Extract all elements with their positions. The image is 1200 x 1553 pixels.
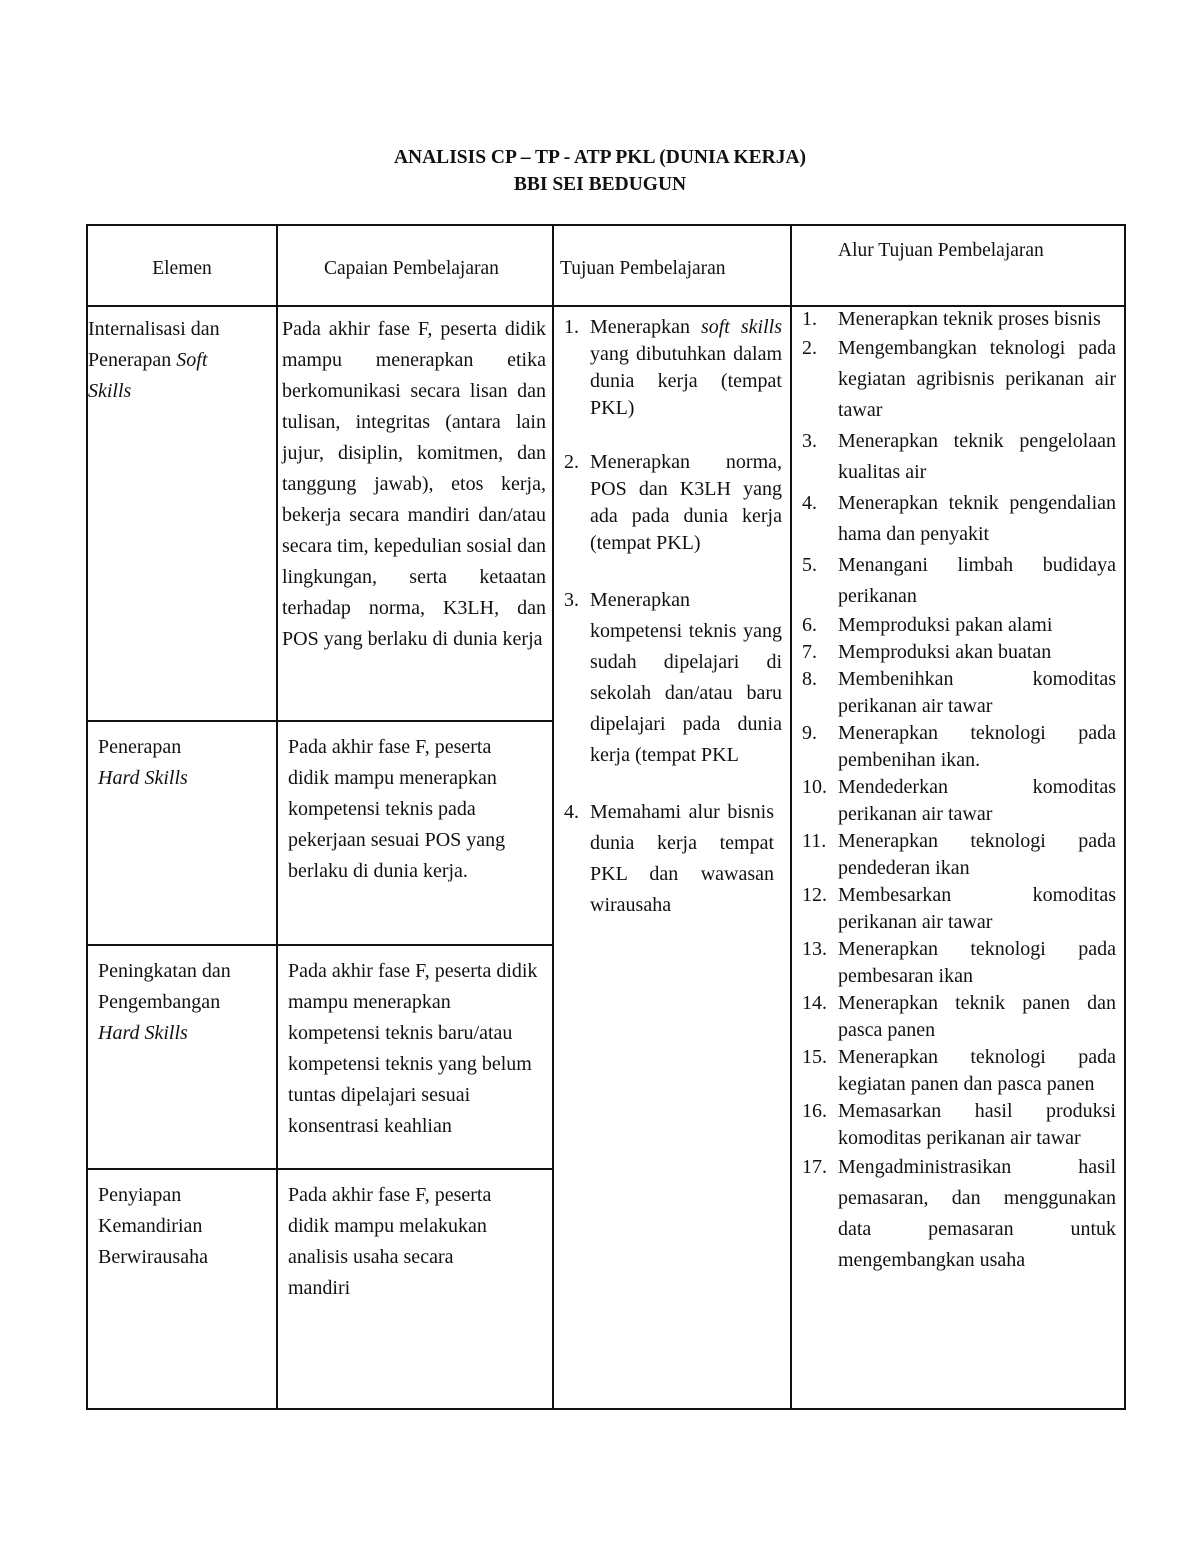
cp-tp-atp-table xyxy=(86,224,1126,1410)
elemen-italic: Soft Skills xyxy=(88,349,208,402)
tujuan-item: 3. Menerapkan kompetensi teknis yang sudah dipelajari di sekolah dan/atau baru dipelajari pada dunia kerja (tempat PKL xyxy=(564,589,782,766)
alur-item: 12. Membesarkan komoditas perikanan air tawar xyxy=(802,884,1116,933)
alur-item: 7. Memproduksi akan buatan xyxy=(802,641,1052,663)
capaian-cell-1: Pada akhir fase F, peserta didik mampu menerapkan etika berkomunikasi secara lisan dan tulisan, integritas (antara lain jujur, disiplin, komitmen, dan tanggung jawab), etos kerja, bekerja secara mandiri dan/atau secara tim, kepedulian sosial dan lingkungan, serta ketaatan terhadap norma, K3LH, dan POS yang berlaku di dunia kerja xyxy=(282,318,546,650)
alur-item: 16. Memasarkan hasil produksi komoditas perikanan air tawar xyxy=(802,1100,1116,1149)
alur-list xyxy=(794,306,1116,1276)
tujuan-item: 4. Memahami alur bisnis dunia kerja tempat PKL dan wawasan wirausaha xyxy=(564,801,774,916)
alur-item: 13. Menerapkan teknologi pada pembesaran ikan xyxy=(802,938,1116,987)
column-divider xyxy=(276,226,278,1408)
alur-item: 8. Membenihkan komoditas perikanan air tawar xyxy=(802,668,1116,717)
elemen-text: Internalisasi dan Penerapan xyxy=(88,318,220,371)
alur-item: 9. Menerapkan teknologi pada pembenihan ikan. xyxy=(802,722,1116,771)
capaian-cell-2: Pada akhir fase F, peserta didik mampu menerapkan kompetensi teknis pada pekerjaan sesuai POS yang berlaku di dunia kerja. xyxy=(288,736,506,882)
elemen-italic: Hard Skills xyxy=(98,1022,188,1044)
elemen-text: Peningkatan dan Pengembangan xyxy=(98,960,231,1013)
row-divider xyxy=(88,720,554,722)
elemen-text: Penerapan xyxy=(98,736,182,758)
row-divider xyxy=(88,1168,554,1170)
alur-item: 15. Menerapkan teknologi pada kegiatan panen dan pasca panen xyxy=(802,1046,1116,1095)
column-divider xyxy=(552,226,554,1408)
header-tujuan: Tujuan Pembelajaran xyxy=(560,258,726,279)
elemen-cell-4 xyxy=(98,1180,228,1273)
tujuan-item: 1. Menerapkan soft skills yang dibutuhkan dalam dunia kerja (tempat PKL) xyxy=(564,316,782,419)
alur-item: 14. Menerapkan teknik panen dan pasca panen xyxy=(802,992,1116,1041)
alur-item: 6. Memproduksi pakan alami xyxy=(802,614,1053,636)
tujuan-list xyxy=(564,314,782,921)
alur-item: 4. Menerapkan teknik pengendalian hama dan penyakit xyxy=(802,492,1116,545)
capaian-cell-3: Pada akhir fase F, peserta didik mampu menerapkan kompetensi teknis baru/atau kompetensi teknis yang belum tuntas dipelajari sesuai konsentrasi keahlian xyxy=(288,960,538,1137)
alur-item: 2. Mengembangkan teknologi pada kegiatan agribisnis perikanan air tawar xyxy=(802,337,1116,421)
alur-item: 10. Mendederkan komoditas perikanan air tawar xyxy=(802,776,1116,825)
header-capaian: Capaian Pembelajaran xyxy=(324,258,499,279)
alur-item: 1. Menerapkan teknik proses bisnis xyxy=(802,308,1101,330)
elemen-cell-2 xyxy=(98,732,268,794)
column-divider xyxy=(790,226,792,1408)
document-subtitle: BBI SEI BEDUGUN xyxy=(513,174,687,195)
capaian-cell-4: Pada akhir fase F, peserta didik mampu melakukan analisis usaha secara mandiri xyxy=(288,1184,492,1299)
document-title: ANALISIS CP – TP - ATP PKL (DUNIA KERJA) xyxy=(393,147,807,168)
alur-item: 5. Menangani limbah budidaya perikanan xyxy=(802,554,1116,607)
elemen-cell-3 xyxy=(98,956,274,1049)
header-elemen: Elemen xyxy=(152,258,212,279)
elemen-cell-1 xyxy=(88,314,248,407)
alur-item: 11. Menerapkan teknologi pada pendederan ikan xyxy=(802,830,1116,879)
alur-item: 3. Menerapkan teknik pengelolaan kualitas air xyxy=(802,430,1116,483)
row-divider xyxy=(88,944,554,946)
alur-item: 17. Mengadministrasikan hasil pemasaran, dan menggunakan data pemasaran untuk mengembangkan usaha xyxy=(802,1156,1116,1271)
header-alur: Alur Tujuan Pembelajaran xyxy=(838,240,1044,261)
tujuan-item: 2. Menerapkan norma, POS dan K3LH yang ada pada dunia kerja (tempat PKL) xyxy=(564,451,782,554)
elemen-italic: Hard Skills xyxy=(98,767,188,789)
elemen-text: Penyiapan Kemandirian Berwirausaha xyxy=(98,1184,208,1268)
